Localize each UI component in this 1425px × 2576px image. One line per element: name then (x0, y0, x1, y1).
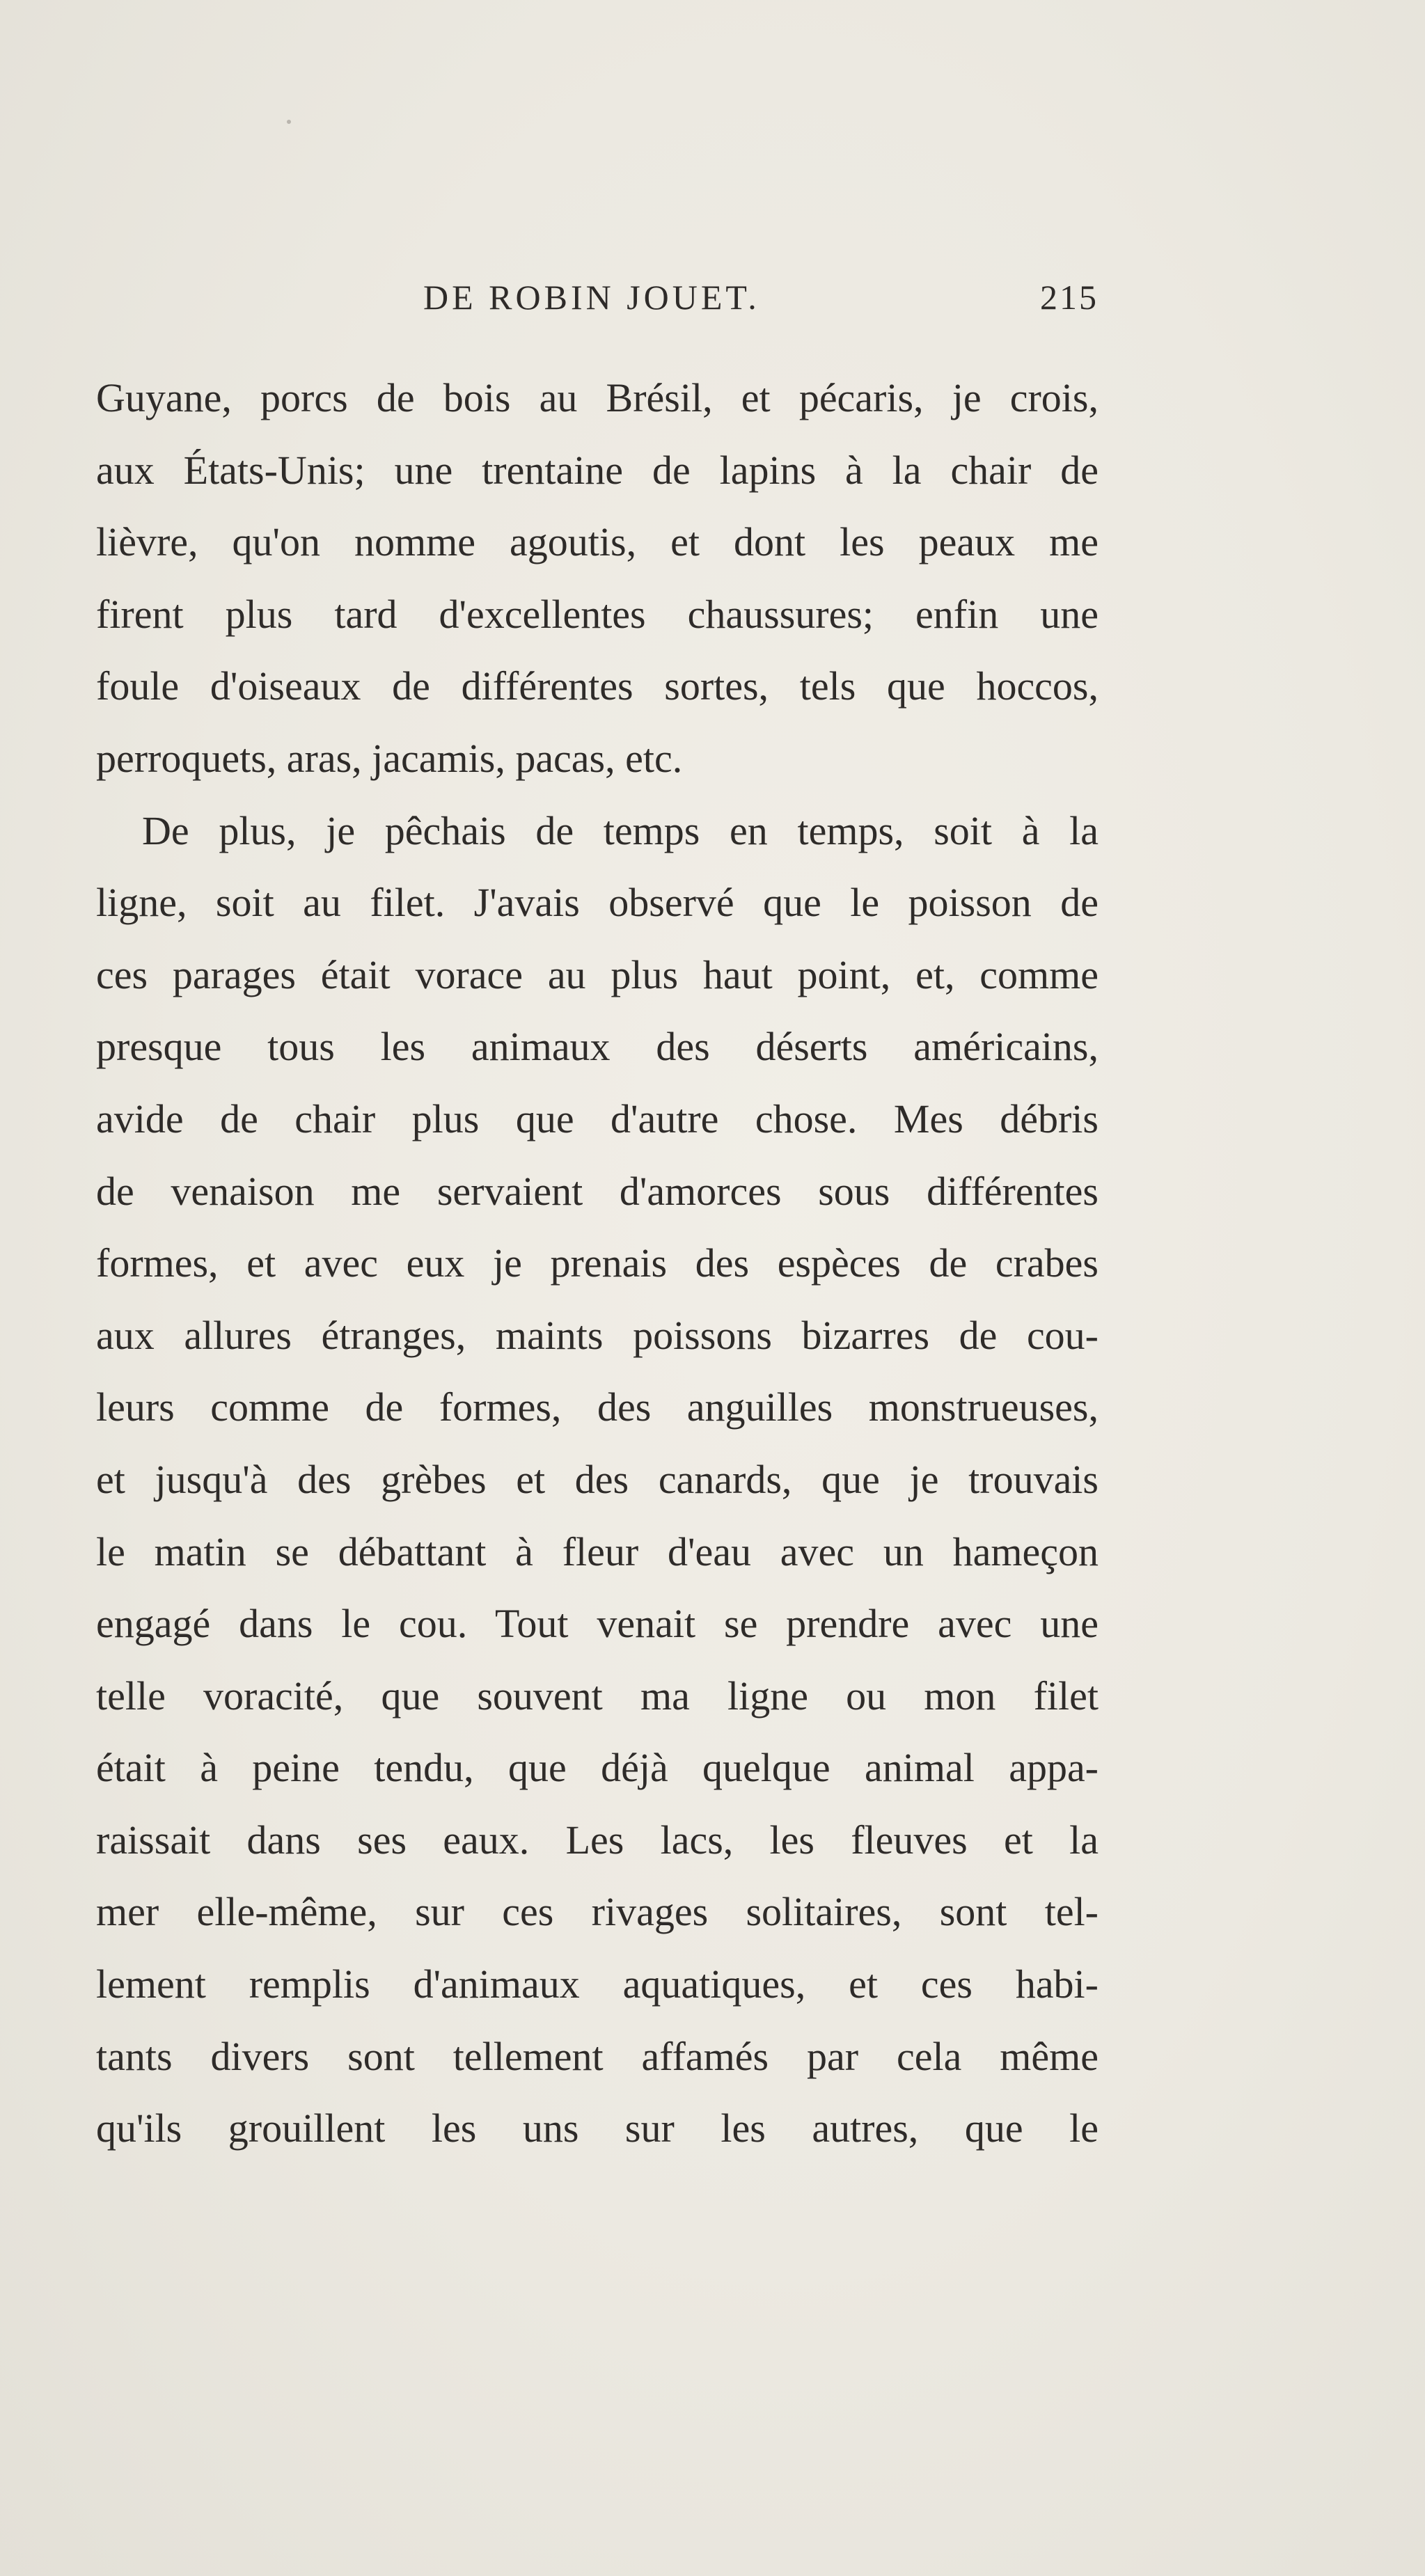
body-text (96, 362, 1099, 2165)
text-line: ligne, soit au filet. J'avais observé que le poisson de (96, 880, 1099, 926)
text-line: ces parages était vorace au plus haut point, et, comme (96, 951, 1099, 997)
paragraph-start-line: De plus, je pêchais de temps en temps, soit à la (142, 807, 1099, 853)
text-line: Guyane, porcs de bois au Brésil, et pécaris, je crois, (96, 375, 1099, 420)
text-line: engagé dans le cou. Tout venait se prendre avec une (96, 1601, 1099, 1647)
text-line: firent plus tard d'excellentes chaussures; enfin une (96, 591, 1099, 637)
text-line: foule d'oiseaux de différentes sortes, tels que hoccos, (96, 663, 1099, 709)
text-line: lement remplis d'animaux aquatiques, et ces habi- (96, 1961, 1099, 2007)
text-line: de venaison me servaient d'amorces sous différentes (96, 1168, 1099, 1214)
text-line: raissait dans ses eaux. Les lacs, les fleuves et la (96, 1817, 1099, 1863)
text-line: tants divers sont tellement affamés par cela même (96, 2033, 1099, 2079)
text-line: était à peine tendu, que déjà quelque animal appa- (96, 1745, 1099, 1791)
text-line: formes, et avec eux je prenais des espèces de crabes (96, 1240, 1099, 1286)
paragraph-end-line: perroquets, aras, jacamis, pacas, etc. (96, 735, 683, 781)
text-line: leurs comme de formes, des anguilles monstrueuses, (96, 1384, 1099, 1430)
text-line: le matin se débattant à fleur d'eau avec un hameçon (96, 1528, 1099, 1574)
text-line: avide de chair plus que d'autre chose. Mes débris (96, 1096, 1099, 1141)
running-head (96, 273, 1099, 322)
text-line: qu'ils grouillent les uns sur les autres, que le (96, 2105, 1099, 2151)
running-title: DE ROBIN JOUET. (423, 278, 760, 317)
text-line: lièvre, qu'on nomme agoutis, et dont les peaux me (96, 519, 1099, 565)
paper-speck (287, 120, 291, 124)
text-line: aux États-Unis; une trentaine de lapins à la chair de (96, 447, 1099, 493)
text-line: presque tous les animaux des déserts américains, (96, 1024, 1099, 1070)
text-line: et jusqu'à des grèbes et des canards, que je trouvais (96, 1456, 1099, 1502)
text-line: aux allures étranges, maints poissons bizarres de cou- (96, 1312, 1099, 1358)
page-number: 215 (1040, 278, 1099, 317)
text-line: telle voracité, que souvent ma ligne ou mon filet (96, 1673, 1099, 1718)
text-line: mer elle-même, sur ces rivages solitaires, sont tel- (96, 1889, 1099, 1935)
